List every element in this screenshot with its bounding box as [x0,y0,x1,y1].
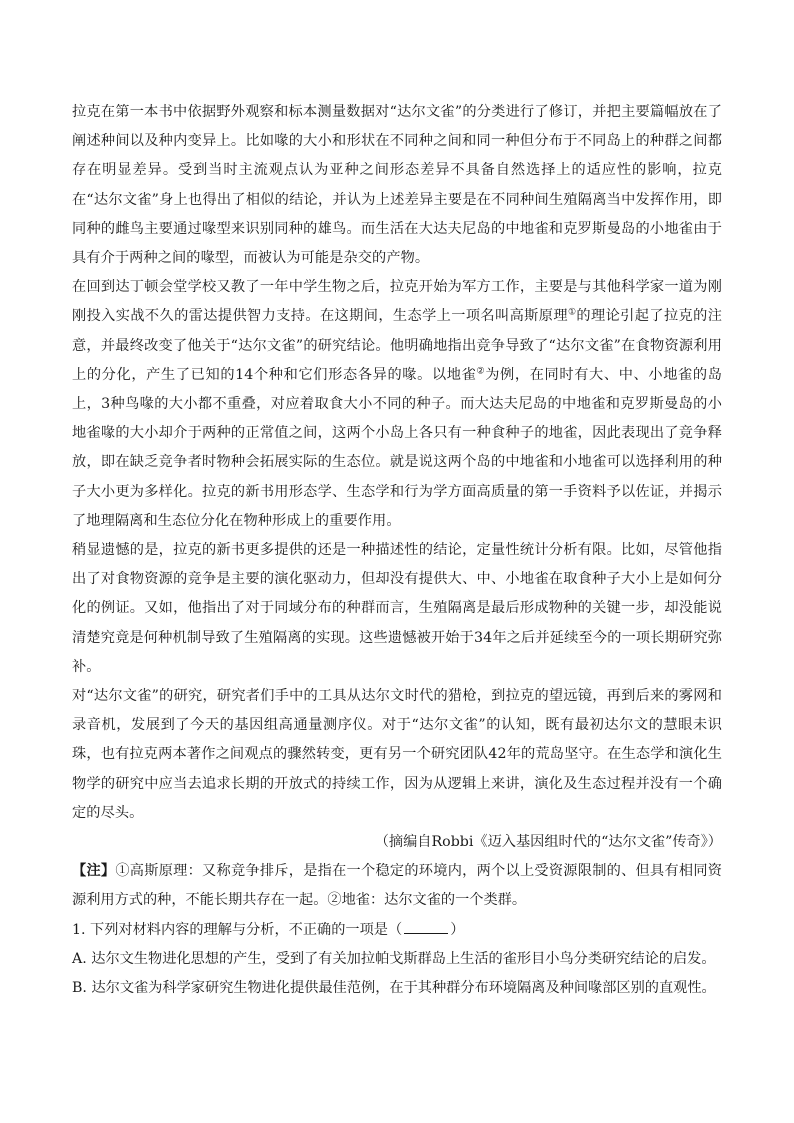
footnote-ref-1: ① [567,307,577,318]
paragraph-2-text-a: 在回到达丁顿会堂学校又教了一年中学生物之后，拉克开始为军方工作，主要是与其他科学家一道为刚刚投入实战不久的雷达提供智力支持。在这期间，生态学上一项名叫高斯原理 [72,279,722,325]
option-b: B. 达尔文雀为科学家研究生物进化提供最佳范例，在于其种群分布环境隔离及种间喙部区别的直观性。 [72,980,716,997]
paragraph-1 [72,98,722,273]
option-a: A. 达尔文生物进化思想的产生，受到了有关加拉帕戈斯群岛上生活的雀形目小鸟分类研究结论的启发。 [72,950,716,967]
paragraph-2-text-c: 为例，在同时有大、中、小地雀的岛上，3种鸟喙的大小都不重叠，对应着取食大小不同的种子。而大达夫尼岛的中地雀和克罗斯曼岛的小地雀喙的大小却介于两种的正常值之间，这两个小岛上各只有一种食种子的地雀，因此表现出了竞争释放，即在缺乏竞争者时物种会拓展实际的生态位。就是说这两个岛的中地雀和小地雀可以选择利用的种子大小更为多样化。拉克的新书用形态学、生态学和行为学方面高质量的第一手资料予以佐证，并揭示了地理隔离和生态位分化在物种形成上的重要作用。 [72,366,722,529]
paragraph-3-text: 稍显遗憾的是，拉克的新书更多提供的还是一种描述性的结论，定量性统计分析有限。比如，尽管他指出了对食物资源的竞争是主要的演化驱动力，但却没有提供大、中、小地雀在取食种子大小上是如何分化的例证。又如，他指出了对于同域分布的种群而言，生殖隔离是最后形成物种的关键一步，却没能说清楚究竟是何种机制导致了生殖隔离的实现。这些遗憾被开始于34年之后并延续至今的一项长期研究弥补。 [72,542,722,675]
source-citation: （摘编自Robbi《迈入基因组时代的“达尔文雀”传奇》） [374,834,722,851]
document-body [72,98,722,1003]
question-stem-after: ） [450,921,465,938]
footnote-block [72,857,722,915]
paragraph-3 [72,536,722,682]
note-tag: 【注】 [72,863,116,880]
question-stem-before: 1. 下列对材料内容的理解与分析，不正确的一项是（ [72,921,403,938]
paragraph-4-text: 对“达尔文雀”的研究，研究者们手中的工具从达尔文时代的猎枪，到拉克的望远镜，再到后来的雾网和录音机，发展到了今天的基因组高通量测序仪。对于“达尔文雀”的认知，既有最初达尔文的慧眼未识珠，也有拉克两本著作之间观点的骤然转变，更有另一个研究团队42年的荒岛坚守。在生态学和演化生物学的研究中应当去追求长期的开放式的持续工作，因为从逻辑上来讲，演化及生态过程并没有一个确定的尽头。 [72,688,722,821]
paragraph-4 [72,682,722,828]
question-stem [72,916,722,945]
answer-blank[interactable] [404,919,448,934]
footnote-ref-2: ② [476,366,486,377]
paragraph-2 [72,273,722,536]
paragraph-1-text: 拉克在第一本书中依据野外观察和标本测量数据对“达尔文雀”的分类进行了修订，并把主要篇幅放在了阐述种间以及种内变异上。比如喙的大小和形状在不同种之间和同一种但分布于不同岛上的种群之间都存在明显差异。受到当时主流观点认为亚种之间形态差异不具备自然选择上的适应性的影响，拉克在“达尔文雀”身上也得出了相似的结论，并认为上述差异主要是在不同种间生殖隔离当中发挥作用，即同种的雌鸟主要通过喙型来识别同种的雄鸟。而生活在大达夫尼岛的中地雀和克罗斯曼岛的小地雀由于具有介于两种之间的喙型，而被认为可能是杂交的产物。 [72,104,722,267]
paragraph-2-text-b: 的理论引起了拉克的注意，并最终改变了他关于“达尔文雀”的研究结论。他明确地指出竞争导致了“达尔文雀”在食物资源利用上的分化，产生了已知的14个种和它们形态各异的喙。以地雀 [72,308,722,383]
note-text: ①高斯原理：又称竞争排斥，是指在一个稳定的环境内，两个以上受资源限制的、但具有相同资源利用方式的种，不能长期共存在一起。②地雀：达尔文雀的一个类群。 [72,863,722,909]
